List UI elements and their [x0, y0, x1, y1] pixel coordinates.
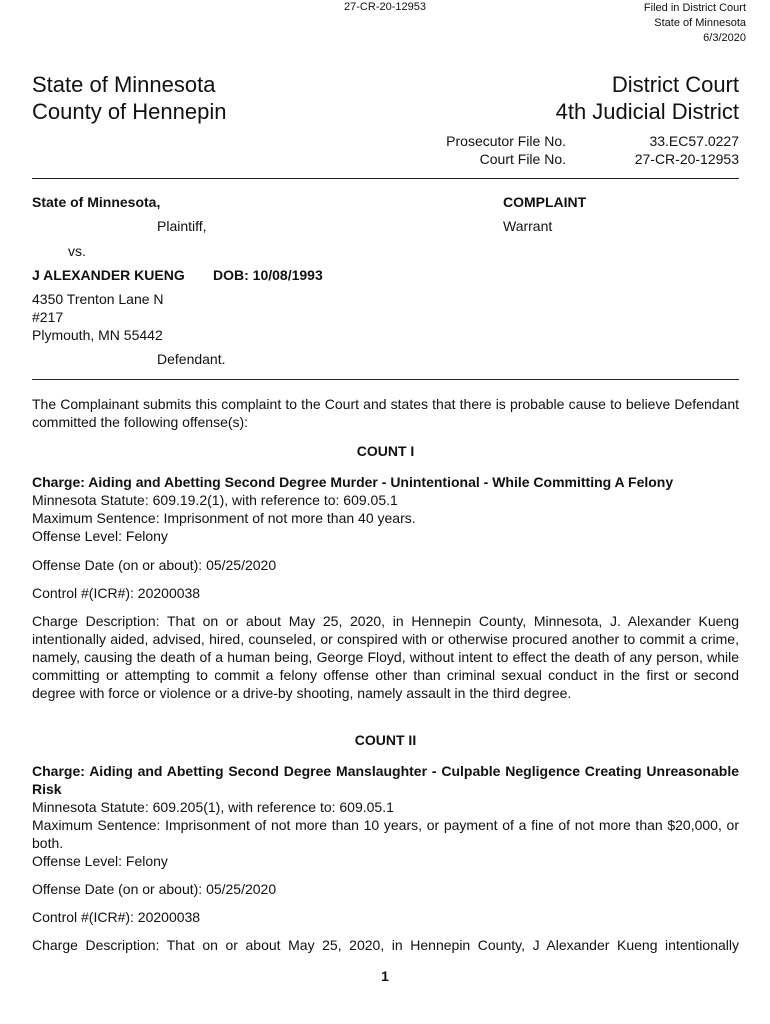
address-line: #217 — [32, 309, 64, 325]
address-line: Plymouth, MN 55442 — [32, 327, 163, 343]
count-max-sentence: Maximum Sentence: Imprisonment of not more than 40 years. — [32, 510, 416, 526]
caption-left — [32, 71, 226, 125]
prosecutor-file-value: 33.EC57.0227 — [649, 133, 739, 149]
count-offense-date: Offense Date (on or about): 05/25/2020 — [32, 881, 277, 897]
count-max-sentence: Maximum Sentence: Imprisonment of not more than 10 years, or payment of a fine of not more than $20,000, or both. — [32, 817, 739, 851]
plaintiff-role: Plaintiff, — [157, 218, 207, 234]
filed-stamp — [644, 1, 746, 46]
versus: vs. — [68, 243, 86, 259]
count-control-number: Control #(ICR#): 20200038 — [32, 909, 201, 925]
count-offense-level: Offense Level: Felony — [32, 528, 168, 544]
court-file-label: Court File No. — [479, 151, 566, 167]
caption-right — [556, 71, 739, 125]
caption-state: State of Minnesota — [32, 72, 216, 97]
count-statute: Minnesota Statute: 609.205(1), with reference to: 609.05.1 — [32, 799, 394, 815]
caption-court: District Court — [611, 72, 739, 97]
count-charge: Charge: Aiding and Abetting Second Degree Manslaughter - Culpable Negligence Creating Unreasonable Risk — [32, 763, 739, 797]
count-offense-level: Offense Level: Felony — [32, 853, 168, 869]
document-subtype: Warrant — [503, 218, 553, 234]
caption-district: 4th Judicial District — [555, 99, 739, 124]
defendant-dob: DOB: 10/08/1993 — [213, 267, 323, 283]
page-number: 1 — [381, 968, 389, 984]
filed-stamp-line: State of Minnesota — [654, 17, 746, 29]
file-number-values — [635, 132, 739, 168]
count-charge: Charge: Aiding and Abetting Second Degree Murder - Unintentional - While Committing A Felony — [32, 474, 674, 490]
defendant-name: J ALEXANDER KUENG — [32, 267, 185, 283]
divider — [32, 379, 739, 380]
court-file-value: 27-CR-20-12953 — [634, 151, 739, 167]
file-number-labels — [446, 132, 566, 168]
divider — [32, 178, 739, 179]
count-control-number: Control #(ICR#): 20200038 — [32, 585, 201, 601]
count-statute: Minnesota Statute: 609.19.2(1), with reference to: 609.05.1 — [32, 492, 398, 508]
count-offense-date: Offense Date (on or about): 05/25/2020 — [32, 557, 277, 573]
case-number-header: 27-CR-20-12953 — [344, 1, 426, 13]
address-line: 4350 Trenton Lane N — [32, 291, 164, 307]
filed-stamp-date: 6/3/2020 — [703, 32, 746, 44]
plaintiff-name: State of Minnesota, — [32, 194, 161, 210]
defendant-address — [32, 290, 164, 344]
intro-paragraph: The Complainant submits this complaint to the Court and states that there is probable cause to believe Defendant committed the following offense(s): — [32, 396, 739, 430]
count-description: Charge Description: That on or about May 25, 2020, in Hennepin County, J Alexander Kueng intentionally — [32, 937, 739, 953]
defendant-role: Defendant. — [157, 351, 226, 367]
prosecutor-file-label: Prosecutor File No. — [446, 133, 566, 149]
count-heading: COUNT II — [354, 732, 417, 748]
document-type: COMPLAINT — [503, 194, 587, 210]
count-heading: COUNT I — [356, 443, 415, 459]
count-description: Charge Description: That on or about May 25, 2020, in Hennepin County, Minnesota, J. Alexander Kueng intentionally aided, advised, hired, counseled, or conspired with or otherwise procured another to commit a crime, namely, causing the death of a human being, George Floyd, without intent to effect the death of any person, while committing or attempting to commit a felony offense other than criminal sexual conduct in the first or second degree with force or violence or a drive-by shooting, namely assault in the third degree. — [32, 613, 739, 701]
filed-stamp-line: Filed in District Court — [643, 2, 746, 14]
caption-county: County of Hennepin — [32, 99, 227, 124]
